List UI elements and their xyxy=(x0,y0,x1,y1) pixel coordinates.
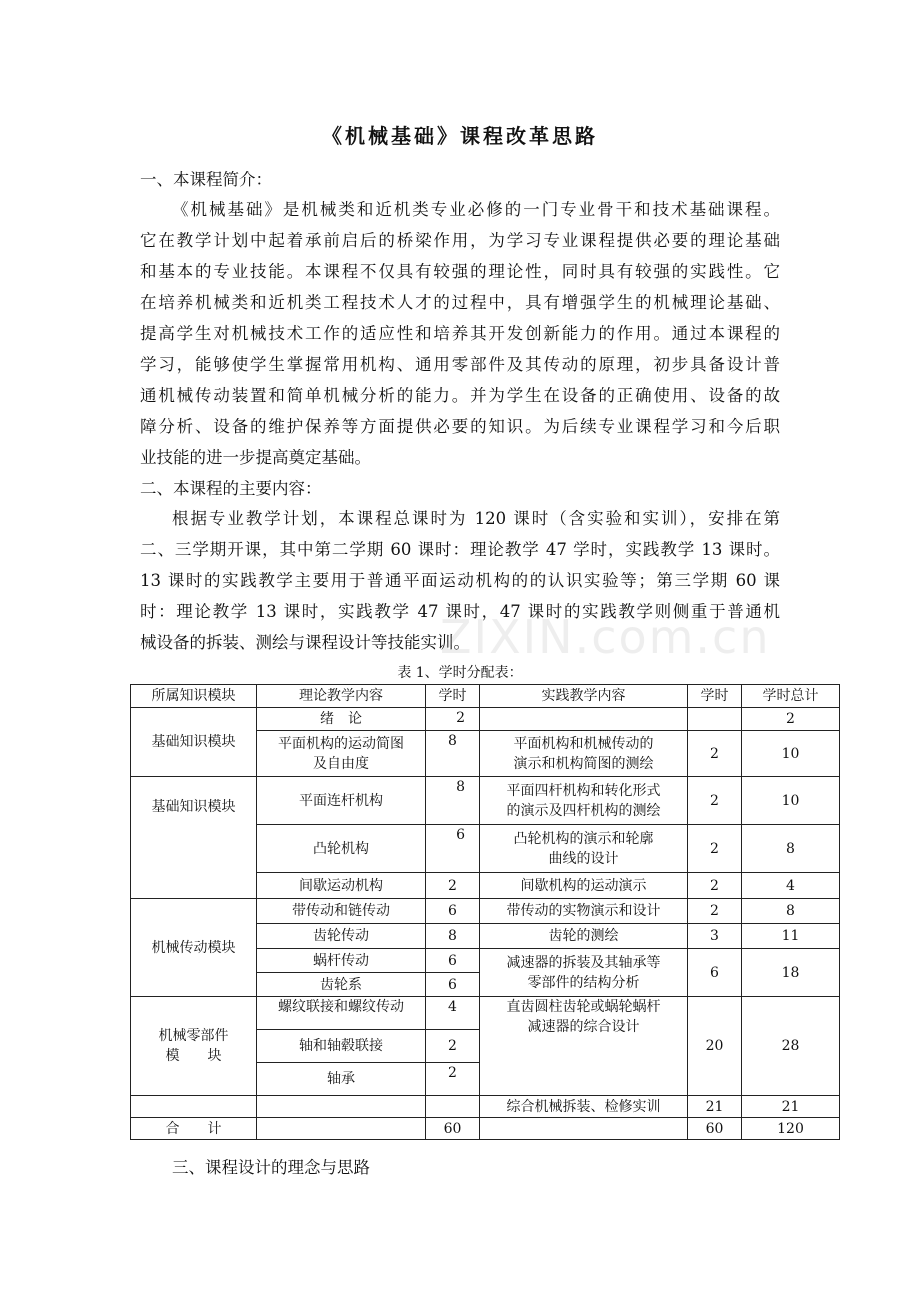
total-cell: 21 xyxy=(742,1096,840,1118)
module-cell: 基础知识模块 xyxy=(131,777,257,899)
theory-cell xyxy=(257,1118,426,1140)
paragraph-line: 障分析、设备的维护保养等方面提供必要的知识。为后续专业课程学习和今后职 xyxy=(140,417,780,436)
practice-cell: 平面机构和机械传动的 演示和机构简图的测绘 xyxy=(480,731,688,777)
theory-cell: 轴承 xyxy=(257,1063,426,1096)
watermark: ZIXIN.com.cn xyxy=(440,610,771,664)
theory-hours-cell: 6 xyxy=(426,973,480,997)
theory-hours-cell: 8 xyxy=(426,777,480,825)
header-cell: 所属知识模块 xyxy=(131,685,257,708)
theory-cell: 绪 论 xyxy=(257,708,426,731)
theory-hours-cell: 2 xyxy=(426,873,480,899)
theory-cell: 轴和轴毂联接 xyxy=(257,1030,426,1063)
header-cell: 实践教学内容 xyxy=(480,685,688,708)
practice-cell: 带传动的实物演示和设计 xyxy=(480,899,688,924)
practice-hours-cell: 2 xyxy=(688,825,742,873)
table-row xyxy=(131,1096,840,1118)
theory-hours-cell: 4 xyxy=(426,997,480,1030)
theory-hours-cell: 6 xyxy=(426,825,480,873)
practice-cell: 齿轮的测绘 xyxy=(480,924,688,949)
practice-hours-cell: 2 xyxy=(688,873,742,899)
paragraph-line: 13 课时的实践教学主要用于普通平面运动机构的的认识实验等；第三学期 60 课 xyxy=(140,571,780,590)
table-caption: 表 1、学时分配表： xyxy=(397,665,523,681)
sum-practice-hours-cell: 60 xyxy=(688,1118,742,1140)
paragraph-line: 《机械基础》是机械类和近机类专业必修的一门专业骨干和技术基础课程。 xyxy=(172,200,780,219)
page-title: 《机械基础》课程改革思路 xyxy=(322,124,598,148)
theory-cell: 带传动和链传动 xyxy=(257,899,426,924)
practice-hours-cell: 2 xyxy=(688,777,742,825)
paragraph-line: 二、三学期开课，其中第二学期 60 课时：理论教学 47 学时，实践教学 13 课时。 xyxy=(140,540,780,559)
total-cell: 8 xyxy=(742,899,840,924)
header-cell: 理论教学内容 xyxy=(257,685,426,708)
practice-hours-cell: 3 xyxy=(688,924,742,949)
practice-hours-cell: 21 xyxy=(688,1096,742,1118)
table-row xyxy=(131,708,840,731)
theory-cell: 齿轮传动 xyxy=(257,924,426,949)
practice-cell: 减速器的拆装及其轴承等 零部件的结构分析 xyxy=(480,949,688,997)
table-row xyxy=(131,899,840,924)
practice-hours-cell: 6 xyxy=(688,949,742,997)
total-cell: 8 xyxy=(742,825,840,873)
total-cell: 10 xyxy=(742,731,840,777)
theory-cell: 凸轮机构 xyxy=(257,825,426,873)
practice-cell xyxy=(480,1118,688,1140)
section3-heading: 三、课程设计的理念与思路 xyxy=(172,1158,370,1177)
total-cell: 10 xyxy=(742,777,840,825)
module-cell: 机械传动模块 xyxy=(131,899,257,997)
total-cell: 28 xyxy=(742,997,840,1096)
header-cell: 学时 xyxy=(688,685,742,708)
theory-hours-cell: 8 xyxy=(426,924,480,949)
paragraph-line: 械设备的拆装、测绘与课程设计等技能实训。 xyxy=(140,633,470,652)
practice-cell: 综合机械拆装、检修实训 xyxy=(480,1096,688,1118)
theory-cell: 螺纹联接和螺纹传动 xyxy=(257,997,426,1030)
theory-hours-cell: 6 xyxy=(426,949,480,973)
paragraph-line: 通机械传动装置和简单机械分析的能力。并为学生在设备的正确使用、设备的故 xyxy=(140,386,780,405)
theory-cell: 平面连杆机构 xyxy=(257,777,426,825)
theory-cell: 齿轮系 xyxy=(257,973,426,997)
theory-hours-cell: 8 xyxy=(426,731,480,777)
practice-cell: 直齿圆柱齿轮或蜗轮蜗杆 减速器的综合设计 xyxy=(480,997,688,1096)
total-cell: 2 xyxy=(742,708,840,731)
practice-hours-cell: 2 xyxy=(688,899,742,924)
practice-hours-cell: 2 xyxy=(688,731,742,777)
table-row xyxy=(131,777,840,825)
module-cell xyxy=(131,1096,257,1118)
theory-cell: 平面机构的运动简图 及自由度 xyxy=(257,731,426,777)
paragraph-line: 业技能的进一步提高奠定基础。 xyxy=(140,448,371,467)
sum-theory-hours-cell: 60 xyxy=(426,1118,480,1140)
section2-heading: 二、本课程的主要内容： xyxy=(140,479,322,498)
paragraph-line: 根据专业教学计划，本课程总课时为 120 课时（含实验和实训），安排在第 xyxy=(172,509,780,528)
theory-hours-cell xyxy=(426,1096,480,1118)
practice-hours-cell xyxy=(688,708,742,731)
theory-hours-cell: 2 xyxy=(426,1030,480,1063)
theory-cell: 间歇运动机构 xyxy=(257,873,426,899)
paragraph-line: 提高学生对机械技术工作的适应性和培养其开发创新能力的作用。通过本课程的 xyxy=(140,324,780,343)
sum-label-cell: 合 计 xyxy=(131,1118,257,1140)
total-cell: 18 xyxy=(742,949,840,997)
theory-hours-cell: 6 xyxy=(426,899,480,924)
table-row xyxy=(131,997,840,1030)
table-sum-row xyxy=(131,1118,840,1140)
paragraph-line: 它在教学计划中起着承前启后的桥梁作用，为学习专业课程提供必要的理论基础 xyxy=(140,231,780,250)
header-cell: 学时 xyxy=(426,685,480,708)
paragraph-line: 时：理论教学 13 课时，实践教学 47 课时，47 课时的实践教学则侧重于普通机 xyxy=(140,602,780,621)
theory-cell: 蜗杆传动 xyxy=(257,949,426,973)
paragraph-line: 在培养机械类和近机类工程技术人才的过程中，具有增强学生的机械理论基础、 xyxy=(140,293,780,312)
practice-hours-cell: 20 xyxy=(688,997,742,1096)
hours-allocation-table xyxy=(130,684,840,1140)
practice-cell xyxy=(480,708,688,731)
paragraph-line: 和基本的专业技能。本课程不仅具有较强的理论性，同时具有较强的实践性。它 xyxy=(140,262,780,281)
module-cell: 基础知识模块 xyxy=(131,708,257,777)
total-cell: 4 xyxy=(742,873,840,899)
practice-cell: 凸轮机构的演示和轮廓 曲线的设计 xyxy=(480,825,688,873)
sum-total-cell: 120 xyxy=(742,1118,840,1140)
header-cell: 学时总计 xyxy=(742,685,840,708)
theory-hours-cell: 2 xyxy=(426,1063,480,1096)
paragraph-line: 学习，能够使学生掌握常用机构、通用零部件及其传动的原理，初步具备设计普 xyxy=(140,355,780,374)
practice-cell: 间歇机构的运动演示 xyxy=(480,873,688,899)
practice-cell: 平面四杆机构和转化形式 的演示及四杆机构的测绘 xyxy=(480,777,688,825)
theory-hours-cell: 2 xyxy=(426,708,480,731)
module-cell: 机械零部件 模 块 xyxy=(131,997,257,1096)
total-cell: 11 xyxy=(742,924,840,949)
theory-cell xyxy=(257,1096,426,1118)
section1-heading: 一、本课程简介： xyxy=(140,170,272,189)
table-header-row xyxy=(131,685,840,708)
